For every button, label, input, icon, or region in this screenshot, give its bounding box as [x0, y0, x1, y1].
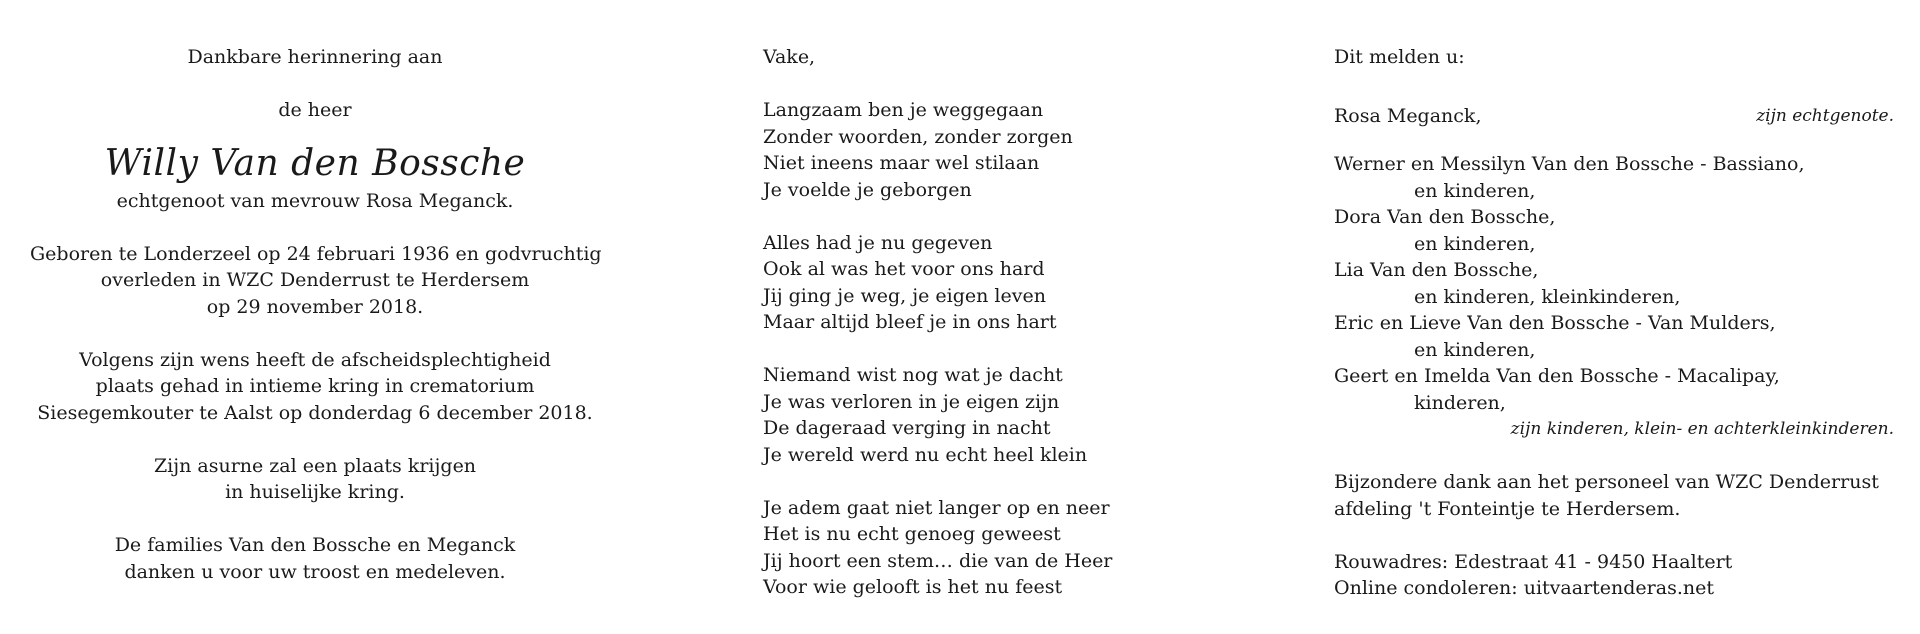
urn-line: Zijn asurne zal een plaats krijgen — [153, 454, 477, 477]
birth-line: op 29 november 2018. — [206, 295, 424, 318]
poem-line: Je voelde je geborgen — [763, 178, 972, 201]
poem-line: Langzaam ben je weggegaan — [763, 99, 1044, 121]
urn-line: in huiselijke kring. — [225, 481, 405, 503]
announcement-column — [1334, 44, 1894, 602]
poem-line: Je adem gaat niet langer op en neer — [763, 496, 1110, 519]
family-sub: kinderen, — [1414, 391, 1506, 414]
spouse-name: Rosa Meganck, — [1334, 104, 1482, 127]
thanks-line: De families Van den Bossche en Meganck — [114, 534, 516, 556]
poem-line: Alles had je nu gegeven — [763, 231, 993, 254]
spouse-role: zijn echtgenote. — [1756, 105, 1894, 126]
poem-line: Voor wie gelooft is het nu feest — [763, 576, 1063, 598]
thanks-line: danken u voor uw troost en medeleven. — [124, 560, 506, 583]
birth-line: overleden in WZC Denderrust te Herdersem — [100, 269, 530, 291]
poem-line: Jij ging je weg, je eigen leven — [763, 284, 1046, 307]
thanks-line: afdeling 't Fonteintje te Herdersem. — [1334, 497, 1681, 520]
poem-opening: Vake, — [763, 46, 816, 68]
poem-line: Ook al was het voor ons hard — [763, 258, 1045, 280]
family-name: Lia Van den Bossche, — [1334, 259, 1539, 281]
salutation: de heer — [278, 99, 352, 121]
mourning-address: Rouwadres: Edestraat 41 - 9450 Haaltert — [1334, 550, 1733, 573]
poem-stanza — [763, 362, 1283, 468]
poem-line: De dageraad verging in nacht — [763, 417, 1051, 439]
family-name: Werner en Messilyn Van den Bossche - Bassiano, — [1334, 153, 1805, 175]
family-name: Dora Van den Bossche, — [1334, 206, 1556, 228]
family-name: Geert en Imelda Van den Bossche - Macalipay, — [1334, 365, 1780, 387]
poem-stanza — [763, 495, 1283, 601]
farewell-line: Volgens zijn wens heeft de afscheidsplechtigheid — [79, 348, 551, 371]
poem-stanza — [763, 230, 1283, 336]
spouse-line: echtgenoot van mevrouw Rosa Meganck. — [116, 189, 514, 212]
poem-stanza — [763, 97, 1283, 203]
farewell-line: Siesegemkouter te Aalst op donderdag 6 december 2018. — [37, 401, 593, 424]
memorial-left-column — [30, 44, 600, 585]
family-sub: en kinderen, — [1414, 232, 1536, 255]
poem-line: Het is nu echt genoeg geweest — [763, 523, 1061, 545]
spouse-row — [1334, 103, 1894, 130]
poem-line: Je wereld werd nu echt heel klein — [763, 443, 1088, 466]
thanks-line: Bijzondere dank aan het personeel van WZC Denderrust — [1334, 471, 1879, 493]
poem-line: Je was verloren in je eigen zijn — [763, 390, 1060, 413]
family-role: zijn kinderen, klein- en achterkleinkinderen. — [1510, 419, 1894, 439]
online-condolences: Online condoleren: uitvaartenderas.net — [1334, 577, 1714, 599]
poem-line: Niemand wist nog wat je dacht — [763, 364, 1063, 386]
announcement-heading: Dit melden u: — [1334, 46, 1465, 68]
deceased-name: Willy Van den Bossche — [104, 142, 526, 184]
poem-line: Jij hoort een stem… die van de Heer — [763, 549, 1113, 572]
intro-text: Dankbare herinnering aan — [187, 46, 443, 68]
poem-line: Maar altijd bleef je in ons hart — [763, 311, 1057, 333]
farewell-line: plaats gehad in intieme kring in crematorium — [95, 375, 535, 397]
poem-line: Niet ineens maar wel stilaan — [763, 152, 1040, 174]
family-sub: en kinderen, — [1414, 338, 1536, 361]
family-name: Eric en Lieve Van den Bossche - Van Mulders, — [1334, 312, 1776, 334]
family-sub: en kinderen, — [1414, 179, 1536, 202]
poem-line: Zonder woorden, zonder zorgen — [763, 125, 1073, 148]
poem-column — [763, 44, 1283, 601]
family-sub: en kinderen, kleinkinderen, — [1414, 285, 1681, 308]
birth-line: Geboren te Londerzeel op 24 februari 1936 en godvruchtig — [30, 242, 602, 265]
